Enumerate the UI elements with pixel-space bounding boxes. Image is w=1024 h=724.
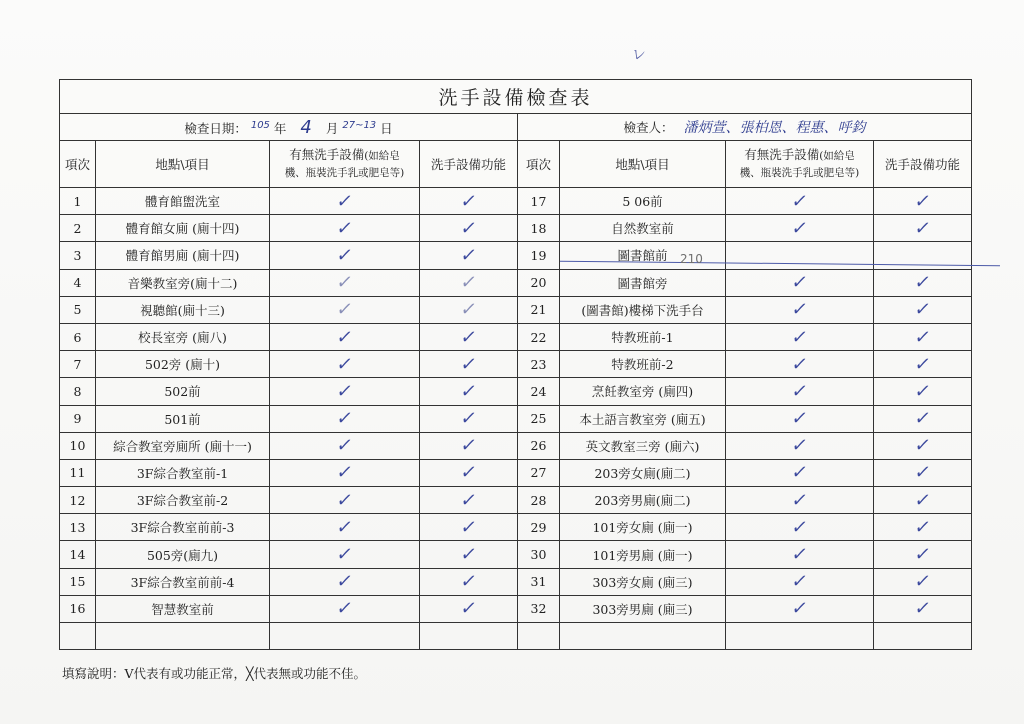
row-index: 8 [60,378,96,405]
checkmark-icon: ✓ [458,516,479,538]
row-location: 101旁男廁 (廁一) [560,541,726,568]
table-row [60,487,972,514]
date-day-value: 27~13 [342,119,377,131]
checkmark-icon: ✓ [458,380,479,402]
date-year-value: 105 [250,119,270,131]
function-check-cell [420,487,518,514]
table-row [60,323,972,350]
checkmark-icon: ✓ [458,326,479,348]
row-index: 12 [60,487,96,514]
facility-check-cell [270,568,420,595]
facility-check-cell [270,215,420,242]
function-check-cell [420,432,518,459]
row-index: 25 [518,405,560,432]
facility-check-cell [726,568,874,595]
checkmark-icon: ✓ [334,244,355,266]
function-check-cell [874,568,972,595]
checkmark-icon: ✓ [458,598,479,620]
row-index: 27 [518,459,560,486]
checkmark-icon: ✓ [789,516,810,538]
facility-check-cell [270,487,420,514]
function-check-cell [874,432,972,459]
row-location: 203旁男廁(廁二) [560,487,726,514]
row-index: 29 [518,514,560,541]
table-row-empty [60,623,972,650]
checkmark-icon: ✓ [458,408,479,430]
row-index: 5 [60,296,96,323]
facility-check-cell [270,188,420,215]
checkmark-icon: ✓ [912,571,933,593]
row-index: 28 [518,487,560,514]
header-index: 項次 [518,141,560,188]
table-row [60,432,972,459]
checkmark-icon: ✓ [789,408,810,430]
header-location: 地點\項目 [560,141,726,188]
date-day-label: 日 [380,120,393,136]
checkmark-icon: ✓ [458,571,479,593]
checkmark-icon: ✓ [789,380,810,402]
checkmark-icon: ✓ [789,435,810,457]
checkmark-icon: ✓ [912,326,933,348]
row-location: 505旁(廁九) [96,541,270,568]
row-location: 3F綜合教室前-1 [96,459,270,486]
row-index: 16 [60,595,96,622]
checkmark-icon: ✓ [912,272,933,294]
checkmark-icon: ✓ [789,353,810,375]
date-month-label: 月 [325,120,339,136]
header-row [60,141,972,188]
checkmark-icon: ✓ [334,272,355,294]
facility-check-cell [270,459,420,486]
checkmark-icon: ✓ [789,272,810,294]
inspector-names: 潘炳萱、張柏恩、程惠、呼鈞 [683,120,866,136]
row-index: 23 [518,351,560,378]
row-location: 英文教室三旁 (廁六) [560,432,726,459]
row-index: 1 [60,188,96,215]
checkmark-icon: ✓ [334,380,355,402]
row-location: 智慧教室前 [96,595,270,622]
checkmark-icon: ✓ [789,190,810,212]
table-row [60,242,972,269]
facility-check-cell [726,188,874,215]
checkmark-icon: ✓ [789,544,810,566]
function-check-cell [874,351,972,378]
checkmark-icon: ✓ [912,190,933,212]
table-row [60,296,972,323]
table-row [60,541,972,568]
function-check-cell [420,595,518,622]
facility-check-cell [726,487,874,514]
checkmark-icon: ✓ [334,217,355,239]
facility-check-cell [726,323,874,350]
row-location: 體育館盥洗室 [96,188,270,215]
checkmark-icon: ✓ [789,571,810,593]
facility-check-cell [270,405,420,432]
facility-check-cell [726,459,874,486]
checkmark-icon: ✓ [912,435,933,457]
date-cell [60,114,518,141]
facility-check-cell [270,242,420,269]
function-check-cell [420,188,518,215]
row-index: 10 [60,432,96,459]
checkmark-icon: ✓ [912,353,933,375]
facility-check-cell [270,269,420,296]
row-index: 2 [60,215,96,242]
inspection-table [59,79,972,650]
checkmark-icon: ✓ [334,190,355,212]
function-check-cell [874,378,972,405]
function-check-cell [420,296,518,323]
checkmark-icon: ✓ [458,244,479,266]
checkmark-icon: ✓ [334,408,355,430]
facility-check-cell [270,378,420,405]
date-year-label: 年 [273,120,287,136]
function-check-cell [874,215,972,242]
checkmark-icon: ✓ [789,299,810,321]
row-index: 17 [518,188,560,215]
function-check-cell [874,595,972,622]
row-location: 視聽館(廁十三) [96,296,270,323]
table-row [60,595,972,622]
row-index: 26 [518,432,560,459]
function-check-cell [874,459,972,486]
checkmark-icon: ✓ [458,353,479,375]
row-location: 203旁女廁(廁二) [560,459,726,486]
page-title: 洗手設備檢查表 [60,80,972,114]
checkmark-icon: ✓ [912,217,933,239]
checkmark-icon: ✓ [912,408,933,430]
header-function: 洗手設備功能 [420,141,518,188]
checkmark-icon: ✓ [458,272,479,294]
function-check-cell [420,568,518,595]
row-index: 15 [60,568,96,595]
function-check-cell [874,405,972,432]
function-check-cell [874,541,972,568]
row-index: 13 [60,514,96,541]
row-index: 30 [518,541,560,568]
inspector-label: 檢查人： [623,120,674,135]
row-location: 特教班前-2 [560,351,726,378]
function-check-cell [420,242,518,269]
facility-check-cell [270,323,420,350]
facility-check-cell [726,351,874,378]
checkmark-icon: ✓ [458,435,479,457]
row-index: 6 [60,323,96,350]
facility-check-cell [726,541,874,568]
row-location: 501前 [96,405,270,432]
row-index: 21 [518,296,560,323]
checkmark-icon: ✓ [334,326,355,348]
facility-check-cell [726,242,874,269]
table-row [60,378,972,405]
facility-check-cell [270,432,420,459]
inspector-cell [518,114,972,141]
row-index: 7 [60,351,96,378]
checkmark-icon: ✓ [334,353,355,375]
function-check-cell [420,323,518,350]
function-check-cell [874,296,972,323]
row19-handwritten-note: 210 [680,252,703,266]
function-check-cell [874,269,972,296]
row-index: 9 [60,405,96,432]
row-index: 19 [518,242,560,269]
header-facility: 有無洗手設備(如給皂 機、瓶裝洗手乳或肥皂等) [270,141,420,188]
row-location: 自然教室前 [560,215,726,242]
facility-check-cell [270,351,420,378]
row-location: 本土語言教室旁 (廁五) [560,405,726,432]
facility-check-cell [726,432,874,459]
row-location: (圖書館)樓梯下洗手台 [560,296,726,323]
row-index: 31 [518,568,560,595]
table-row [60,215,972,242]
row-location: 圖書館旁 [560,269,726,296]
facility-check-cell [726,215,874,242]
header-location: 地點\項目 [96,141,270,188]
row-index: 4 [60,269,96,296]
instructions-note: 填寫說明：V代表有或功能正常，╳代表無或功能不佳。 [62,666,367,681]
row-location: 體育館男廁 (廁十四) [96,242,270,269]
function-check-cell [420,378,518,405]
facility-check-cell [270,541,420,568]
row-index: 24 [518,378,560,405]
row-location: 烹飪教室旁 (廁四) [560,378,726,405]
checkmark-icon: ✓ [334,462,355,484]
function-check-cell [420,405,518,432]
date-label: 檢查日期： [184,120,247,136]
date-month-value: 4 [300,116,312,138]
checkmark-icon: ✓ [912,489,933,511]
table-row [60,568,972,595]
checkmark-icon: ✓ [458,462,479,484]
header-index: 項次 [60,141,96,188]
table-row [60,405,972,432]
facility-check-cell [270,595,420,622]
row-location: 303旁女廁 (廁三) [560,568,726,595]
checkmark-icon: ✓ [912,462,933,484]
facility-check-cell [270,296,420,323]
checkmark-icon: ✓ [912,544,933,566]
row-location: 體育館女廁 (廁十四) [96,215,270,242]
row-location: 特教班前-1 [560,323,726,350]
checkmark-icon: ✓ [912,598,933,620]
row-location: 校長室旁 (廁八) [96,323,270,350]
checkmark-icon: ✓ [789,598,810,620]
function-check-cell [420,514,518,541]
row-index: 18 [518,215,560,242]
row-index: 20 [518,269,560,296]
checkmark-icon: ✓ [334,571,355,593]
row-index: 3 [60,242,96,269]
row-location: 101旁女廁 (廁一) [560,514,726,541]
row-location: 3F綜合教室前前-4 [96,568,270,595]
checkmark-icon: ✓ [334,489,355,511]
facility-check-cell [726,269,874,296]
checkmark-icon: ✓ [334,544,355,566]
function-check-cell [420,459,518,486]
checkmark-icon: ✓ [334,435,355,457]
facility-check-cell [726,296,874,323]
row-location: 3F綜合教室前-2 [96,487,270,514]
row-location: 音樂教室旁(廁十二) [96,269,270,296]
checkmark-icon: ✓ [334,598,355,620]
row-location: 303旁男廁 (廁三) [560,595,726,622]
checkmark-icon: ✓ [912,380,933,402]
table-row [60,514,972,541]
function-check-cell [420,541,518,568]
checkmark-icon: ✓ [458,489,479,511]
row-index: 14 [60,541,96,568]
facility-check-cell [270,514,420,541]
checkmark-icon: ✓ [789,326,810,348]
checkmark-icon: ✓ [458,544,479,566]
function-check-cell [420,351,518,378]
function-check-cell [420,215,518,242]
header-facility: 有無洗手設備(如給皂 機、瓶裝洗手乳或肥皂等) [726,141,874,188]
function-check-cell [874,487,972,514]
facility-check-cell [726,514,874,541]
facility-check-cell [726,378,874,405]
checkmark-icon: ✓ [334,516,355,538]
row-index: 11 [60,459,96,486]
checkmark-icon: ✓ [912,516,933,538]
row-location: 綜合教室旁廁所 (廁十一) [96,432,270,459]
checkmark-icon: ✓ [458,190,479,212]
checkmark-icon: ✓ [458,299,479,321]
row-location: 5 06前 [560,188,726,215]
function-check-cell [874,514,972,541]
row-index: 32 [518,595,560,622]
row-location: 502前 [96,378,270,405]
function-check-cell [874,323,972,350]
header-function: 洗手設備功能 [874,141,972,188]
checkmark-icon: ✓ [789,462,810,484]
checkmark-icon: ✓ [789,489,810,511]
row-location: 502旁 (廁十) [96,351,270,378]
stray-pen-mark: レ [631,46,648,64]
facility-check-cell [726,405,874,432]
row-location: 圖書館前 [560,242,726,269]
function-check-cell [420,269,518,296]
checkmark-icon: ✓ [334,299,355,321]
row-index: 22 [518,323,560,350]
table-row [60,188,972,215]
table-row [60,459,972,486]
table-row [60,351,972,378]
checkmark-icon: ✓ [912,299,933,321]
function-check-cell [874,188,972,215]
table-row [60,269,972,296]
checkmark-icon: ✓ [458,217,479,239]
facility-check-cell [726,595,874,622]
checkmark-icon: ✓ [789,217,810,239]
row-location: 3F綜合教室前前-3 [96,514,270,541]
